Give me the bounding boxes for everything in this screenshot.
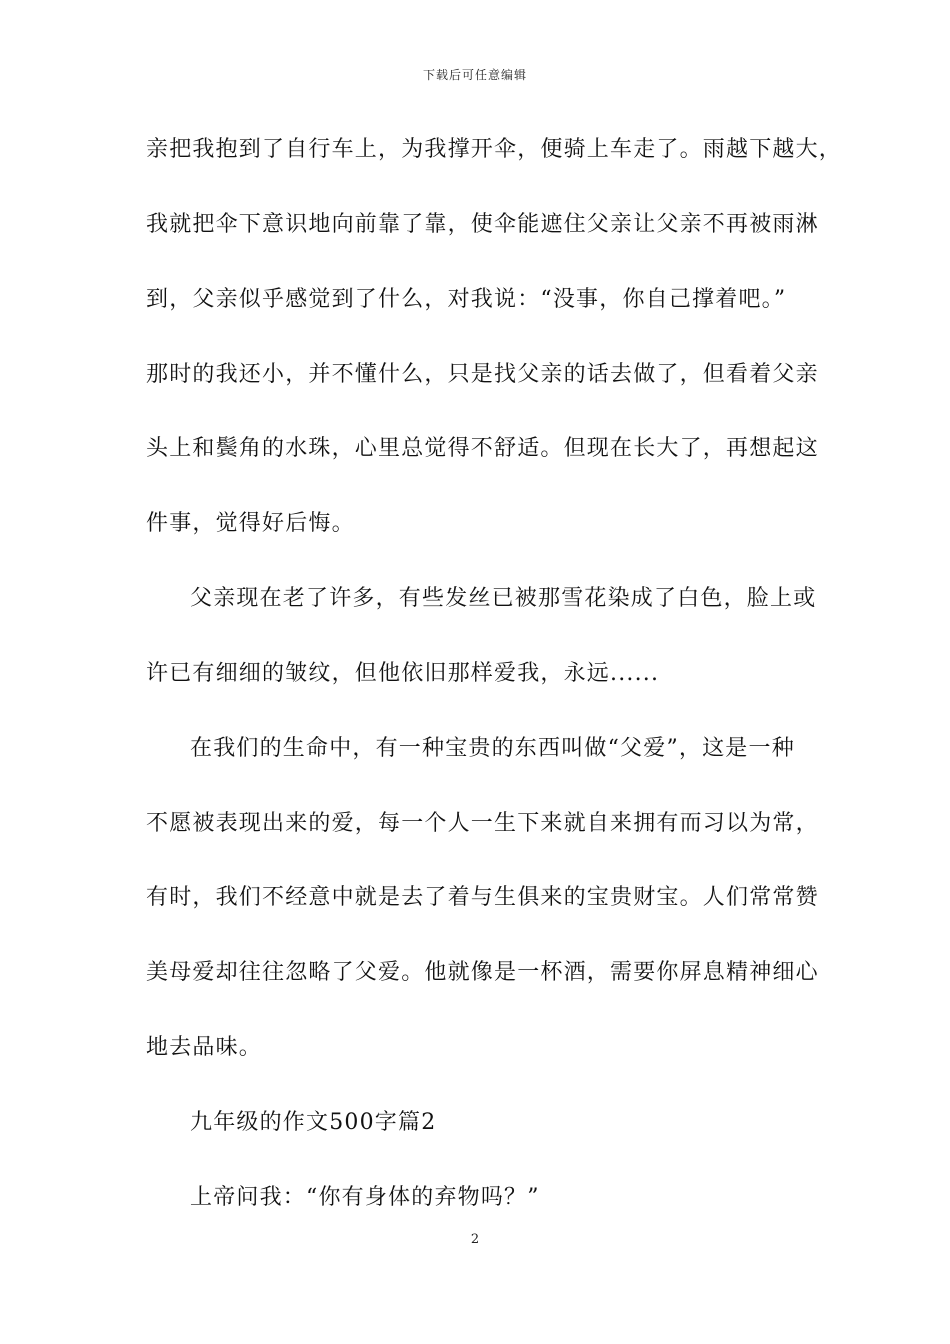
body-line: 许已有细细的皱纹，但他依旧那样爱我，永远...... [146, 661, 660, 686]
page-number: 2 [470, 1232, 480, 1247]
body-line: 我就把伞下意识地向前靠了靠，使伞能遮住父亲让父亲不再被雨淋 [146, 212, 819, 237]
paragraph-first-line: 上帝问我：“你有身体的弃物吗？” [190, 1185, 540, 1210]
body-line: 有时，我们不经意中就是去了着与生俱来的宝贵财宝。人们常常赞 [146, 885, 819, 910]
body-line: 地去品味。 [146, 1035, 263, 1060]
paragraph-first-line: 在我们的生命中，有一种宝贵的东西叫做“父爱”，这是一种 [190, 736, 795, 761]
body-line: 亲把我抱到了自行车上，为我撑开伞，便骑上车走了。雨越下越大， [146, 137, 843, 162]
body-line: 件事，觉得好后悔。 [146, 511, 355, 536]
body-line: 美母爱却往往忽略了父爱。他就像是一杯酒，需要你屏息精神细心 [146, 960, 819, 985]
body-line: 不愿被表现出来的爱，每一个人一生下来就自来拥有而习以为常， [146, 811, 819, 836]
paragraph-first-line: 父亲现在老了许多，有些发丝已被那雪花染成了白色，脸上或 [190, 586, 817, 611]
body-line: 头上和鬓角的水珠，心里总觉得不舒适。但现在长大了，再想起这 [146, 436, 819, 461]
page-header: 下载后可任意编辑 [422, 68, 527, 82]
body-line: 那时的我还小，并不懂什么，只是找父亲的话去做了，但看着父亲 [146, 362, 819, 387]
section-heading: 九年级的作文500字篇2 [190, 1110, 437, 1135]
body-line: 到，父亲似乎感觉到了什么，对我说：“没事，你自己撑着吧。” [146, 287, 787, 312]
